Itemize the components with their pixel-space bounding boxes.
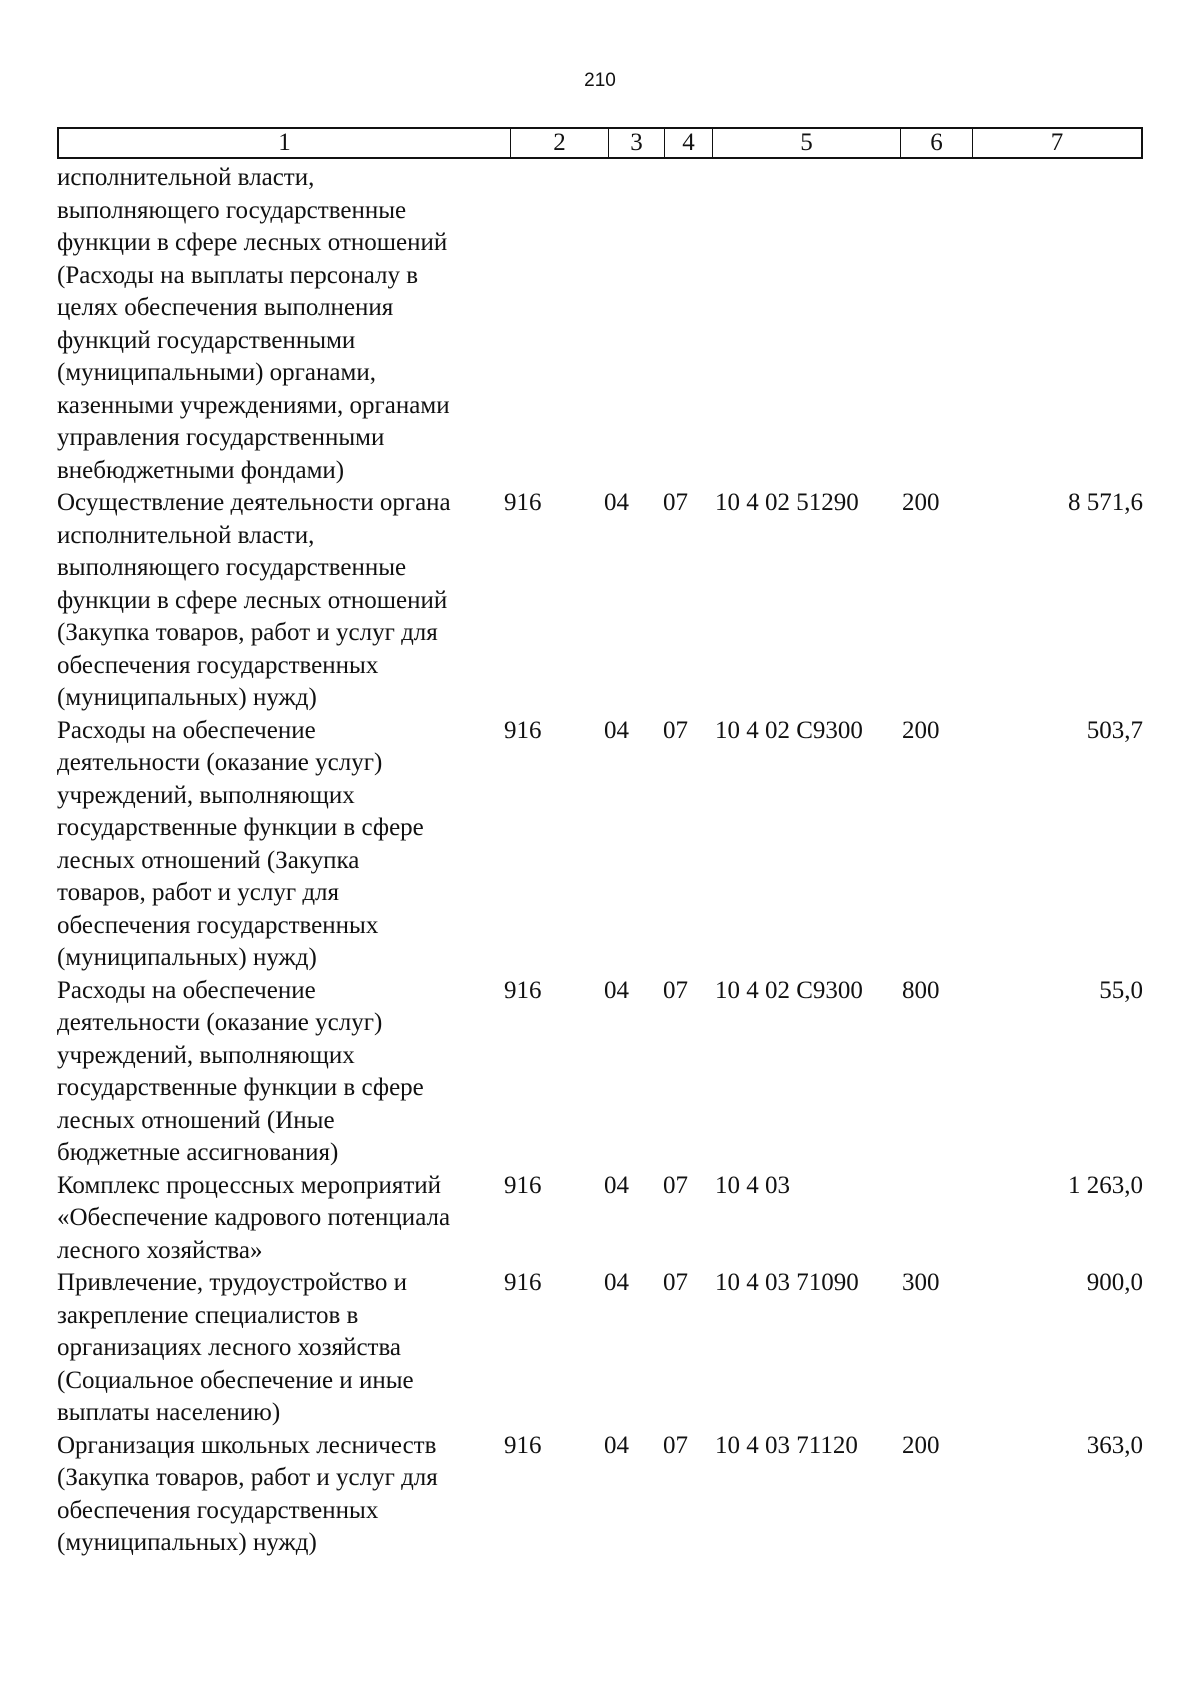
header-col-6: 6	[901, 129, 973, 157]
row-expense-type: 800	[902, 976, 940, 1004]
row-sum: 900,0	[1086, 1269, 1143, 1296]
row-section: 04	[604, 976, 629, 1004]
header-col-5: 5	[713, 129, 901, 157]
row-target-article: 10 4 03 71090	[715, 1269, 859, 1296]
table-row	[57, 1267, 1143, 1430]
budget-table-body	[57, 162, 1143, 1560]
table-row	[57, 162, 1143, 487]
row-expense-type: 200	[902, 716, 940, 744]
row-section: 04	[604, 716, 629, 744]
header-col-3: 3	[609, 129, 665, 157]
row-sum: 503,7	[1086, 716, 1143, 744]
row-subsection: 07	[663, 976, 688, 1004]
row-sum: 363,0	[1086, 1431, 1143, 1459]
row-expense-type	[902, 1170, 974, 1268]
row-target-article: 10 4 03 71120	[715, 1431, 858, 1459]
row-sum: 1 263,0	[1068, 1171, 1143, 1199]
row-expense-type: 200	[902, 489, 940, 516]
row-name: Привлечение, трудоустройство и закрепление специалистов в организациях лесного хозяйства (Социальное обеспечение и иные выплаты населению)	[57, 1269, 414, 1426]
row-subsection: 07	[663, 1269, 688, 1296]
row-subsection: 07	[663, 489, 688, 516]
row-sum: 55,0	[1099, 976, 1143, 1004]
row-grbs: 916	[504, 716, 542, 744]
row-subsection: 07	[663, 1171, 688, 1199]
row-grbs: 916	[504, 1431, 542, 1459]
row-grbs: 916	[504, 1171, 542, 1199]
row-target-article: 10 4 02 C9300	[715, 716, 863, 744]
row-name: Расходы на обеспечение деятельности (оказание услуг) учреждений, выполняющих государственные функции в сфере лесных отношений (Иные бюджетные ассигнования)	[57, 976, 424, 1166]
row-section: 04	[604, 1431, 629, 1459]
page-number: 210	[584, 70, 616, 91]
row-name: Комплекс процессных мероприятий «Обеспечение кадрового потенциала лесного хозяйства»	[57, 1171, 451, 1264]
row-sum	[974, 162, 1143, 487]
row-target-article: 10 4 03	[715, 1171, 790, 1199]
row-name: исполнительной власти, выполняющего государственные функции в сфере лесных отношений (Расходы на выплаты персоналу в целях обеспечения выполнения функций государственными (муниципальными) органами, казенными учреждениями, органами управления государственными внебюджетными фондами)	[57, 164, 450, 484]
row-subsection: 07	[663, 1431, 688, 1459]
row-section: 04	[604, 1269, 629, 1296]
row-section: 04	[604, 1171, 629, 1199]
row-sum: 8 571,6	[1068, 489, 1143, 516]
row-grbs: 916	[504, 489, 542, 516]
row-name: Расходы на обеспечение деятельности (оказание услуг) учреждений, выполняющих государственные функции в сфере лесных отношений (Закупка товаров, работ и услуг для обеспечения государственных (муниципальных) нужд)	[57, 716, 424, 971]
row-expense-type: 300	[902, 1269, 940, 1296]
row-expense-type: 200	[902, 1431, 940, 1459]
header-col-4: 4	[665, 129, 713, 157]
row-grbs: 916	[504, 1269, 542, 1296]
row-grbs: 916	[504, 976, 542, 1004]
header-col-1: 1	[59, 129, 511, 157]
column-header-row	[57, 127, 1143, 159]
header-col-7: 7	[1050, 129, 1064, 156]
table-row	[57, 975, 1143, 1170]
table-row	[57, 715, 1143, 975]
row-target-article: 10 4 02 51290	[715, 489, 859, 516]
row-section: 04	[604, 489, 629, 516]
row-subsection: 07	[663, 716, 688, 744]
table-row	[57, 487, 1143, 715]
row-target-article: 10 4 02 C9300	[715, 976, 863, 1004]
row-grbs	[502, 162, 604, 487]
row-target-article	[713, 162, 902, 487]
row-expense-type	[902, 162, 974, 487]
row-name: Осуществление деятельности органа исполнительной власти, выполняющего государственные функции в сфере лесных отношений (Закупка товаров, работ и услуг для обеспечения государственных (муниципальных) нужд)	[57, 489, 451, 711]
row-section	[604, 162, 661, 487]
table-row	[57, 1430, 1143, 1560]
table-row	[57, 1170, 1143, 1268]
row-name: Организация школьных лесничеств (Закупка товаров, работ и услуг для обеспечения государственных (муниципальных) нужд)	[57, 1431, 438, 1556]
header-col-2: 2	[511, 129, 609, 157]
row-subsection	[661, 162, 713, 487]
